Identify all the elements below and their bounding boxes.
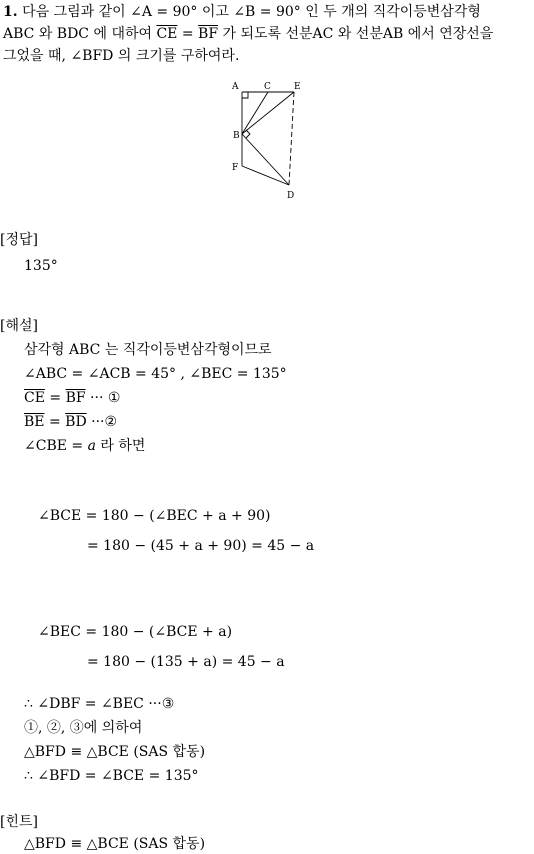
- label-f: F: [232, 163, 239, 173]
- solution-line-5: [24, 436, 145, 456]
- hint-header: [힌트]: [0, 814, 38, 830]
- segment-bf: $\overline{BF}$: [198, 26, 219, 42]
- right-angle-b: [246, 130, 250, 138]
- problem-text-2b: 가 되도록 선분AC 와 선분AB 에서 연장선을: [218, 26, 494, 42]
- solution-line-9: ∴ ∠BFD = ∠BCE = 135°: [24, 768, 199, 784]
- segment-bf-2: $\overline{BF}$: [65, 390, 86, 406]
- var-a: a: [87, 438, 96, 454]
- hint-value: △BFD ≡ △BCE (SAS 합동): [24, 836, 206, 852]
- mark-2: ···②: [86, 414, 118, 430]
- line-fd: [242, 166, 289, 185]
- solution-line-4: [24, 412, 117, 432]
- label-e: E: [294, 82, 301, 92]
- segment-ce: $\overline{CE}$: [156, 26, 178, 42]
- line-bd: [242, 134, 289, 185]
- equation-1-line-2: = 180 − (45 + a + 90) = 45 − a: [87, 538, 315, 554]
- label-d: D: [287, 191, 295, 201]
- solution-line-1: 삼각형 ABC 는 직각이등변삼각형이므로: [24, 342, 272, 358]
- solution-line-6: ∴ ∠DBF = ∠BEC ···③: [24, 696, 175, 712]
- line-be: [242, 92, 294, 134]
- label-a: A: [232, 82, 239, 92]
- problem-number: 1.: [3, 4, 18, 20]
- solution-line-3: [24, 388, 120, 408]
- equals-3: =: [44, 414, 66, 430]
- equation-1-line-1: ∠BCE = 180 − (∠BEC + a + 90): [38, 508, 271, 524]
- answer-header: [정답]: [0, 232, 38, 248]
- solution-line-2: ∠ABC = ∠ACB = 45° , ∠BEC = 135°: [24, 366, 287, 382]
- angle-cbe: ∠CBE =: [24, 438, 88, 454]
- problem-text-1: 다음 그림과 같이 ∠A = 90° 이고 ∠B = 90° 인 두 개의 직각이등변삼각형: [22, 4, 481, 20]
- problem-line-3: 그었을 때, ∠BFD 의 크기를 구하여라.: [3, 48, 240, 64]
- equation-2-line-1: ∠BEC = 180 − (∠BCE + a): [38, 624, 233, 640]
- problem-text-2a: ABC 와 BDC 에 대하여: [3, 26, 157, 42]
- solution-header: [해설]: [0, 318, 38, 334]
- let-text: 라 하면: [95, 438, 146, 454]
- label-c: C: [264, 82, 271, 92]
- equation-2-line-2: = 180 − (135 + a) = 45 − a: [87, 654, 285, 670]
- segment-be: $\overline{BE}$: [24, 414, 45, 430]
- solution-line-8: △BFD ≡ △BCE (SAS 합동): [24, 744, 206, 760]
- equals-2: =: [44, 390, 66, 406]
- line-ed: [289, 92, 294, 185]
- label-b: B: [233, 131, 240, 141]
- right-angle-a: [242, 92, 248, 98]
- segment-ce-2: $\overline{CE}$: [24, 390, 45, 406]
- mark-1: ··· ①: [85, 390, 121, 406]
- answer-value: 135°: [24, 258, 58, 274]
- solution-line-7: ①, ②, ③에 의하여: [24, 720, 143, 736]
- segment-bd: $\overline{BD}$: [65, 414, 87, 430]
- equals: =: [177, 26, 199, 42]
